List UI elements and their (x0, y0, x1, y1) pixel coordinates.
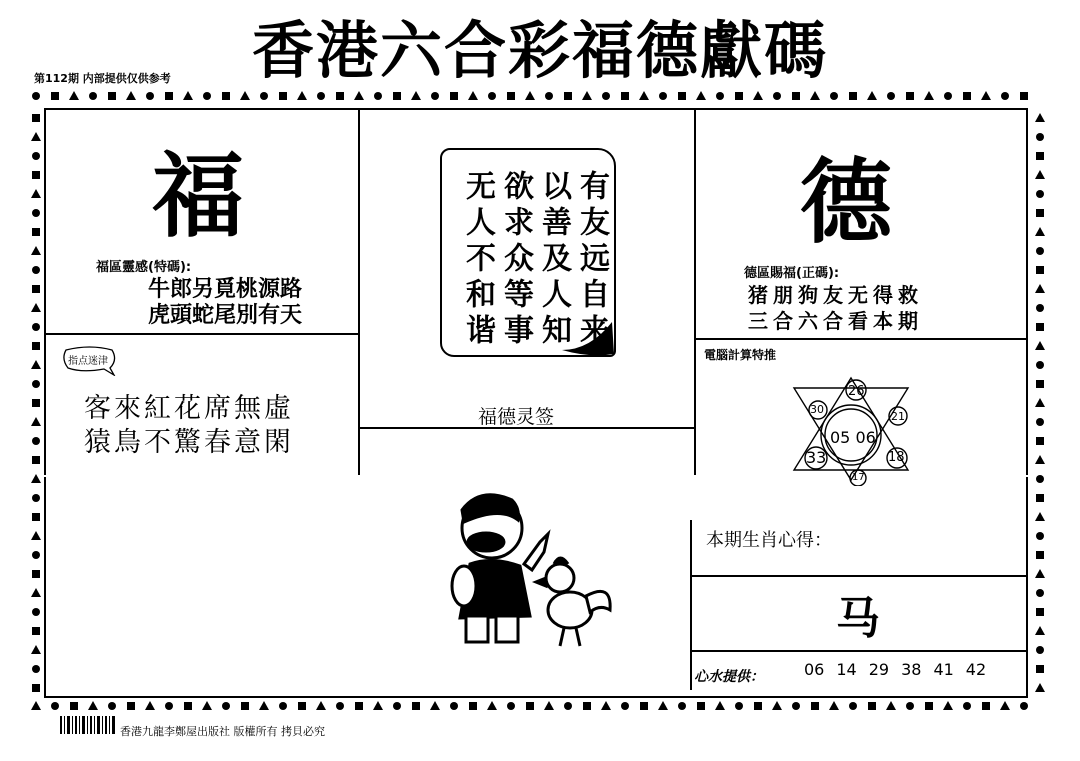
border-shape (582, 91, 592, 100)
border-shape (602, 92, 610, 100)
border-shape (982, 702, 990, 710)
special-code-label: 福區靈感(特碼): (96, 260, 192, 275)
border-shape (241, 702, 249, 710)
border-shape (906, 92, 914, 100)
provide-number-2: 14 (836, 660, 857, 679)
normal-code-label: 德區賜福(正碼): (744, 266, 840, 281)
border-shape (32, 627, 40, 635)
border-shape (450, 702, 458, 710)
border-shape (31, 417, 41, 426)
border-shape (1036, 551, 1044, 559)
border-shape (108, 702, 116, 710)
border-shape (1036, 665, 1044, 673)
border-shape (1036, 209, 1044, 217)
border-shape (32, 228, 40, 236)
border-shape (488, 92, 496, 100)
border-shape (564, 702, 572, 710)
border-shape (108, 92, 116, 100)
border-shape (1036, 589, 1044, 597)
star-number-4: 17 (852, 472, 865, 483)
border-shape (678, 92, 686, 100)
border-shape (127, 702, 135, 710)
border-shape (279, 92, 287, 100)
border-shape (621, 92, 629, 100)
divider-left-mid (44, 333, 358, 335)
border-shape (240, 91, 250, 100)
divider-left (358, 108, 360, 475)
border-shape (792, 92, 800, 100)
border-shape (297, 91, 307, 100)
border-shape (31, 132, 41, 141)
border-shape (1000, 701, 1010, 710)
border-shape (1035, 227, 1045, 236)
border-shape (469, 702, 477, 710)
border-shape (336, 702, 344, 710)
border-shape (32, 494, 40, 502)
border-shape (1035, 341, 1045, 350)
border-shape (1035, 569, 1045, 578)
border-shape (507, 92, 515, 100)
border-shape (298, 702, 306, 710)
border-shape (203, 92, 211, 100)
border-shape (1020, 92, 1028, 100)
fu-character: 福 (152, 142, 245, 250)
border-shape (88, 701, 98, 710)
border-shape (678, 702, 686, 710)
border-shape (1035, 113, 1045, 122)
provide-number-6: 42 (965, 660, 987, 679)
border-shape (963, 702, 971, 710)
provide-numbers (804, 660, 998, 679)
border-shape (146, 92, 154, 100)
border-shape (830, 92, 838, 100)
border-shape (51, 702, 59, 710)
border-shape (32, 456, 40, 464)
border-shape (601, 701, 611, 710)
border-shape (544, 701, 554, 710)
scroll-column-2: 以善及人知 (536, 170, 571, 350)
tip-line-1: 客來紅花席無虛 (84, 393, 294, 424)
border-shape (715, 701, 725, 710)
border-shape (811, 702, 819, 710)
border-shape (32, 92, 40, 100)
border-shape (126, 91, 136, 100)
border-shape (1036, 247, 1044, 255)
border-shape (32, 171, 40, 179)
zodiac-label: 本期生肖心得： (706, 530, 832, 551)
border-shape (31, 246, 41, 255)
border-shape (829, 701, 839, 710)
border-shape (32, 209, 40, 217)
border-shape (867, 91, 877, 100)
border-shape (374, 92, 382, 100)
border-shape (32, 684, 40, 692)
star-number-6: 30 (810, 403, 824, 416)
border-shape (545, 92, 553, 100)
star-number-1: 26 (848, 384, 865, 399)
border-shape (1035, 683, 1045, 692)
border-shape (32, 285, 40, 293)
border-shape (792, 702, 800, 710)
border-shape (963, 92, 971, 100)
scroll-column-1: 有友远自来 (574, 170, 609, 350)
border-shape (32, 114, 40, 122)
border-shape (393, 92, 401, 100)
border-shape (735, 702, 743, 710)
border-shape (1035, 398, 1045, 407)
border-shape (1036, 266, 1044, 274)
border-shape (373, 701, 383, 710)
divider-provide (690, 650, 1028, 652)
border-shape (944, 92, 952, 100)
border-shape (1036, 437, 1044, 445)
border-shape (697, 702, 705, 710)
border-shape (1036, 190, 1044, 198)
divider-right (694, 108, 696, 475)
border-shape (621, 702, 629, 710)
special-verse-line-1: 牛郎另覓桃源路 (148, 276, 303, 302)
border-shape (981, 91, 991, 100)
border-shape (31, 531, 41, 540)
border-shape (184, 702, 192, 710)
border-shape (773, 92, 781, 100)
border-shape (696, 91, 706, 100)
provide-number-4: 38 (901, 660, 922, 679)
star-center-numbers: 05 06 (830, 428, 876, 447)
tip-line-2: 猿鳥不驚春意閑 (84, 427, 294, 458)
border-shape (70, 702, 78, 710)
computer-pick-label: 電腦計算特推 (704, 348, 777, 362)
border-shape (69, 91, 79, 100)
border-shape (1036, 475, 1044, 483)
border-shape (886, 701, 896, 710)
border-shape (583, 702, 591, 710)
border-shape (279, 702, 287, 710)
border-shape (640, 702, 648, 710)
border-shape (1036, 304, 1044, 312)
cartoon-illustration (440, 486, 620, 652)
border-shape (1001, 92, 1009, 100)
border-shape (849, 702, 857, 710)
star-number-5: 33 (806, 448, 827, 467)
border-shape (31, 303, 41, 312)
border-shape (1036, 323, 1044, 331)
provide-label: 心水提供： (694, 669, 764, 685)
border-shape (1036, 418, 1044, 426)
border-shape (753, 91, 763, 100)
border-shape (32, 570, 40, 578)
border-shape (259, 701, 269, 710)
border-shape (165, 702, 173, 710)
border-shape (222, 92, 230, 100)
border-shape (32, 323, 40, 331)
border-shape (32, 665, 40, 673)
border-shape (468, 91, 478, 100)
barcode (60, 716, 116, 734)
border-shape (1035, 455, 1045, 464)
divider-zodiac (690, 575, 1028, 577)
provide-number-1: 06 (804, 660, 825, 679)
border-shape (431, 92, 439, 100)
border-shape (924, 91, 934, 100)
special-verse-line-2: 虎頭蛇尾別有天 (148, 302, 303, 328)
border-shape (32, 399, 40, 407)
zodiac-value: 马 (836, 593, 880, 644)
border-shape (1020, 702, 1028, 710)
border-shape (487, 701, 497, 710)
scroll-verse (458, 170, 610, 360)
border-shape (659, 92, 667, 100)
border-shape (810, 91, 820, 100)
border-shape (1035, 512, 1045, 521)
divider-bottom-right (690, 520, 692, 690)
normal-verse-line-1: 猪朋狗友无得救 (748, 283, 923, 307)
de-character: 德 (800, 148, 893, 256)
border-shape (943, 701, 953, 710)
border-shape (507, 702, 515, 710)
border-shape (51, 92, 59, 100)
border-shape (31, 360, 41, 369)
border-shape (32, 513, 40, 521)
border-shape (31, 189, 41, 198)
scroll-column-4: 无人不和谐 (460, 170, 495, 350)
border-shape (32, 266, 40, 274)
border-shape (564, 92, 572, 100)
border-shape (735, 92, 743, 100)
border-shape (430, 701, 440, 710)
border-shape (1036, 152, 1044, 160)
border-shape (317, 92, 325, 100)
border-shape (31, 645, 41, 654)
border-shape (639, 91, 649, 100)
divider-right-mid (694, 338, 1028, 340)
provide-number-3: 29 (868, 660, 890, 679)
star-number-3: 18 (888, 450, 905, 465)
border-shape (1036, 361, 1044, 369)
border-shape (1035, 170, 1045, 179)
border-shape (316, 701, 326, 710)
publisher-footer: 香港九龍李鄭屋出版社 版權所有 拷貝必究 (120, 725, 325, 738)
border-shape (658, 701, 668, 710)
border-shape (906, 702, 914, 710)
border-shape (887, 92, 895, 100)
border-shape (336, 92, 344, 100)
border-shape (1036, 608, 1044, 616)
border-shape (772, 701, 782, 710)
border-shape (1035, 626, 1045, 635)
scroll-column-3: 欲求众等事 (498, 170, 533, 350)
border-shape (260, 92, 268, 100)
border-shape (354, 91, 364, 100)
border-shape (450, 92, 458, 100)
border-shape (1036, 380, 1044, 388)
border-shape (31, 474, 41, 483)
border-shape (32, 380, 40, 388)
border-shape (202, 701, 212, 710)
border-shape (849, 92, 857, 100)
border-shape (222, 702, 230, 710)
border-shape (716, 92, 724, 100)
border-shape (32, 152, 40, 160)
border-shape (1036, 646, 1044, 654)
border-shape (525, 91, 535, 100)
fortune-caption: 福德灵签 (478, 406, 555, 428)
border-shape (925, 702, 933, 710)
tip-badge-label: 指点迷津 (68, 356, 108, 367)
border-shape (32, 342, 40, 350)
border-shape (411, 91, 421, 100)
border-shape (393, 702, 401, 710)
border-shape (526, 702, 534, 710)
border-shape (165, 92, 173, 100)
border-shape (31, 588, 41, 597)
border-shape (1036, 494, 1044, 502)
issue-label: 第112期 内部提供仅供参考 (34, 72, 171, 85)
border-shape (754, 702, 762, 710)
provide-number-5: 41 (933, 660, 954, 679)
border-shape (31, 701, 41, 710)
border-shape (145, 701, 155, 710)
border-shape (1036, 133, 1044, 141)
border-shape (1036, 532, 1044, 540)
border-shape (32, 437, 40, 445)
border-shape (412, 702, 420, 710)
page-title: 香港六合彩福德獻碼 (251, 14, 828, 87)
border-shape (1035, 284, 1045, 293)
border-shape (89, 92, 97, 100)
star-number-2: 21 (891, 410, 905, 423)
border-shape (868, 702, 876, 710)
border-shape (355, 702, 363, 710)
border-shape (32, 608, 40, 616)
border-shape (32, 551, 40, 559)
border-shape (183, 91, 193, 100)
normal-verse-line-2: 三合六合看本期 (748, 309, 923, 333)
